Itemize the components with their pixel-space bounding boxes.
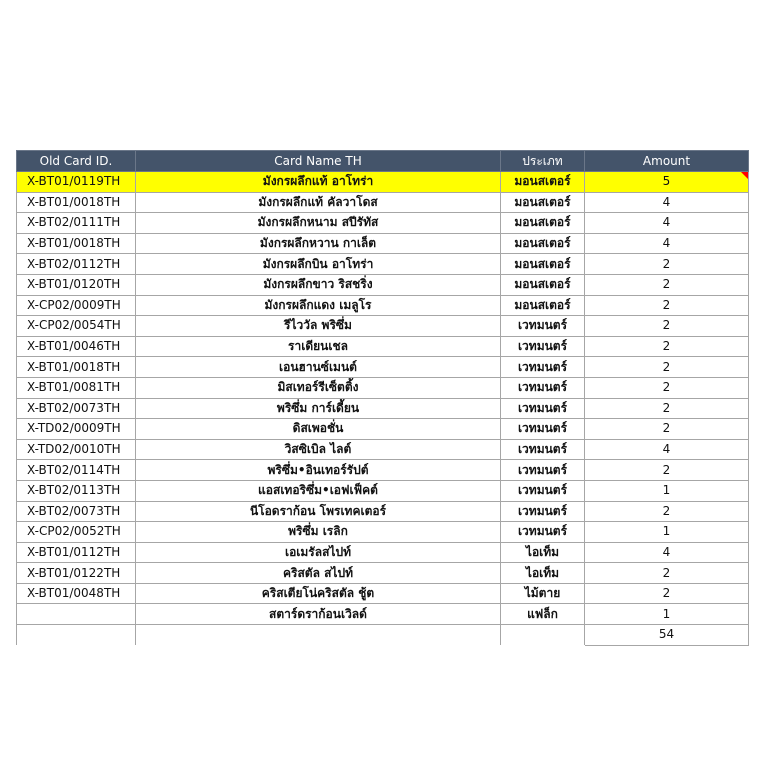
card-type-cell[interactable]: เวทมนตร์ <box>501 419 585 440</box>
old-card-id-cell[interactable]: X-BT01/0018TH <box>17 233 136 254</box>
old-card-id-cell[interactable]: X-BT02/0112TH <box>17 254 136 275</box>
card-name-cell[interactable]: มิสเทอร์รีเซ็ตติ้ง <box>136 377 501 398</box>
card-type-cell[interactable]: เวทมนตร์ <box>501 501 585 522</box>
card-name-cell[interactable]: เอเมรัลสไปท์ <box>136 542 501 563</box>
card-type-cell[interactable]: เวทมนตร์ <box>501 316 585 337</box>
table-row <box>17 480 749 501</box>
card-name-cell[interactable]: มังกรผลึกหวาน กาเล็ต <box>136 233 501 254</box>
card-type-cell[interactable]: มอนสเตอร์ <box>501 192 585 213</box>
card-type-cell[interactable]: ไอเท็ม <box>501 563 585 584</box>
table-row <box>17 357 749 378</box>
amount-cell[interactable]: 4 <box>585 213 749 234</box>
table-row <box>17 233 749 254</box>
card-type-cell[interactable]: มอนสเตอร์ <box>501 295 585 316</box>
table-row <box>17 522 749 543</box>
table-row <box>17 254 749 275</box>
header-type[interactable]: ประเภท <box>501 151 585 172</box>
card-name-cell[interactable]: ดิสเพอชั่น <box>136 419 501 440</box>
table-row <box>17 172 749 193</box>
table-row <box>17 460 749 481</box>
table-row <box>17 192 749 213</box>
header-old-card-id[interactable]: Old Card ID. <box>17 151 136 172</box>
table-row <box>17 377 749 398</box>
card-type-cell[interactable]: มอนสเตอร์ <box>501 213 585 234</box>
old-card-id-cell[interactable]: X-BT02/0113TH <box>17 480 136 501</box>
amount-cell[interactable]: 2 <box>585 274 749 295</box>
amount-cell[interactable]: 5 <box>585 172 749 193</box>
amount-cell[interactable]: 1 <box>585 522 749 543</box>
table-row <box>17 419 749 440</box>
old-card-id-cell[interactable]: X-BT02/0073TH <box>17 501 136 522</box>
old-card-id-cell[interactable]: X-BT02/0114TH <box>17 460 136 481</box>
header-card-name[interactable]: Card Name TH <box>136 151 501 172</box>
card-name-cell[interactable]: มังกรผลึกหนาม สปีรัทัส <box>136 213 501 234</box>
old-card-id-cell[interactable] <box>17 604 136 625</box>
card-name-cell[interactable]: พริซึ่ม การ์เดี้ยน <box>136 398 501 419</box>
table-row <box>17 274 749 295</box>
card-name-cell[interactable]: รีไววัล พริซึ่ม <box>136 316 501 337</box>
table-row <box>17 501 749 522</box>
card-name-cell[interactable]: มังกรผลึกบิน อาโทร่า <box>136 254 501 275</box>
card-type-cell[interactable]: ไม้ตาย <box>501 583 585 604</box>
header-amount[interactable]: Amount <box>585 151 749 172</box>
card-name-cell[interactable]: คริสตัล สไปท์ <box>136 563 501 584</box>
total-row <box>17 625 749 646</box>
table-row <box>17 583 749 604</box>
table-row <box>17 439 749 460</box>
card-name-cell[interactable]: แอสเทอริซึ่ม•เอฟเฟ็คต์ <box>136 480 501 501</box>
empty-cell[interactable] <box>501 625 585 646</box>
card-type-cell[interactable]: เวทมนตร์ <box>501 439 585 460</box>
empty-cell[interactable] <box>136 625 501 646</box>
old-card-id-cell[interactable]: X-BT01/0018TH <box>17 357 136 378</box>
amount-cell[interactable]: 2 <box>585 357 749 378</box>
card-name-cell[interactable]: มังกรผลึกแดง เมลูโร <box>136 295 501 316</box>
old-card-id-cell[interactable]: X-CP02/0052TH <box>17 522 136 543</box>
card-type-cell[interactable]: เวทมนตร์ <box>501 357 585 378</box>
amount-cell[interactable]: 4 <box>585 542 749 563</box>
old-card-id-cell[interactable]: X-TD02/0009TH <box>17 419 136 440</box>
card-name-cell[interactable]: คริสเตียโน่คริสตัล ชู้ต <box>136 583 501 604</box>
amount-cell[interactable]: 2 <box>585 563 749 584</box>
old-card-id-cell[interactable]: X-CP02/0054TH <box>17 316 136 337</box>
amount-cell[interactable]: 2 <box>585 583 749 604</box>
amount-cell[interactable]: 2 <box>585 419 749 440</box>
old-card-id-cell[interactable]: X-BT02/0073TH <box>17 398 136 419</box>
amount-cell[interactable]: 2 <box>585 398 749 419</box>
amount-cell[interactable]: 2 <box>585 254 749 275</box>
card-type-cell[interactable]: เวทมนตร์ <box>501 377 585 398</box>
amount-cell[interactable]: 1 <box>585 480 749 501</box>
table-row <box>17 213 749 234</box>
card-name-cell[interactable]: ราเดียนเชล <box>136 336 501 357</box>
old-card-id-cell[interactable]: X-BT01/0122TH <box>17 563 136 584</box>
card-type-cell[interactable]: เวทมนตร์ <box>501 336 585 357</box>
card-name-cell[interactable]: พริซึ่ม•อินเทอร์รัปต์ <box>136 460 501 481</box>
total-amount-cell[interactable]: 54 <box>585 625 749 646</box>
amount-cell[interactable]: 4 <box>585 192 749 213</box>
card-type-cell[interactable]: มอนสเตอร์ <box>501 172 585 193</box>
old-card-id-cell[interactable]: X-BT01/0048TH <box>17 583 136 604</box>
amount-cell[interactable]: 2 <box>585 460 749 481</box>
card-type-cell[interactable]: เวทมนตร์ <box>501 398 585 419</box>
card-type-cell[interactable]: มอนสเตอร์ <box>501 254 585 275</box>
old-card-id-cell[interactable]: X-TD02/0010TH <box>17 439 136 460</box>
amount-cell[interactable]: 4 <box>585 233 749 254</box>
table-row <box>17 563 749 584</box>
amount-cell[interactable]: 2 <box>585 336 749 357</box>
amount-cell[interactable]: 2 <box>585 377 749 398</box>
old-card-id-cell[interactable]: X-BT01/0018TH <box>17 192 136 213</box>
table-row <box>17 295 749 316</box>
card-name-cell[interactable]: เอนฮานซ์เมนต์ <box>136 357 501 378</box>
table-row <box>17 398 749 419</box>
card-name-cell[interactable]: มังกรผลึกแท้ คัลวาโดส <box>136 192 501 213</box>
card-name-cell[interactable]: วิสซิเบิล ไลต์ <box>136 439 501 460</box>
table-row <box>17 542 749 563</box>
header-row <box>17 151 749 172</box>
card-name-cell[interactable]: พริซึ่ม เรลิก <box>136 522 501 543</box>
amount-cell[interactable]: 2 <box>585 295 749 316</box>
old-card-id-cell[interactable]: X-BT01/0119TH <box>17 172 136 193</box>
old-card-id-cell[interactable]: X-BT01/0112TH <box>17 542 136 563</box>
old-card-id-cell[interactable]: X-CP02/0009TH <box>17 295 136 316</box>
card-type-cell[interactable]: เวทมนตร์ <box>501 460 585 481</box>
amount-cell[interactable]: 2 <box>585 316 749 337</box>
empty-cell[interactable] <box>17 625 136 646</box>
card-name-cell[interactable]: มังกรผลึกขาว ริสชริ่ง <box>136 274 501 295</box>
amount-cell[interactable]: 4 <box>585 439 749 460</box>
card-type-cell[interactable]: มอนสเตอร์ <box>501 233 585 254</box>
card-type-cell[interactable]: มอนสเตอร์ <box>501 274 585 295</box>
old-card-id-cell[interactable]: X-BT01/0120TH <box>17 274 136 295</box>
card-name-cell[interactable]: มังกรผลึกแท้ อาโทร่า <box>136 172 501 193</box>
table-row <box>17 316 749 337</box>
amount-cell[interactable]: 2 <box>585 501 749 522</box>
card-type-cell[interactable]: ไอเท็ม <box>501 542 585 563</box>
card-list-table <box>16 150 749 646</box>
old-card-id-cell[interactable]: X-BT01/0046TH <box>17 336 136 357</box>
table-row <box>17 336 749 357</box>
card-type-cell[interactable]: แฟล็ก <box>501 604 585 625</box>
table-row <box>17 604 749 625</box>
card-type-cell[interactable]: เวทมนตร์ <box>501 480 585 501</box>
old-card-id-cell[interactable]: X-BT01/0081TH <box>17 377 136 398</box>
card-name-cell[interactable]: นีโอดราก้อน โพรเทคเตอร์ <box>136 501 501 522</box>
old-card-id-cell[interactable]: X-BT02/0111TH <box>17 213 136 234</box>
card-name-cell[interactable]: สตาร์ดราก้อนเวิลด์ <box>136 604 501 625</box>
card-type-cell[interactable]: เวทมนตร์ <box>501 522 585 543</box>
amount-cell[interactable]: 1 <box>585 604 749 625</box>
